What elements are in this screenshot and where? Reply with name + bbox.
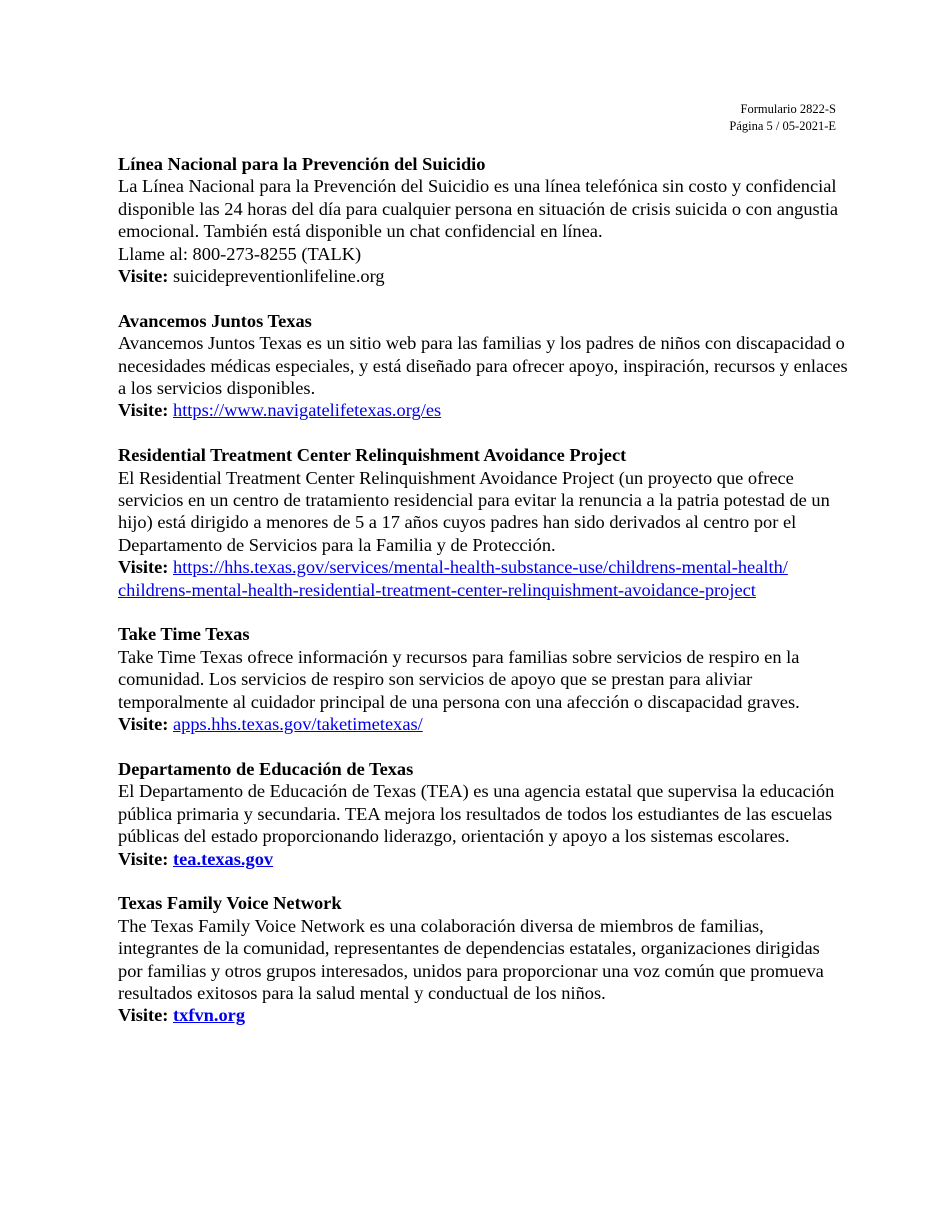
visit-url-text: suicidepreventionlifeline.org	[173, 266, 385, 287]
section-title: Residential Treatment Center Relinquishment Avoidance Project	[118, 445, 627, 466]
visit-label: Visite:	[118, 400, 169, 421]
visit-label: Visite:	[118, 557, 169, 578]
hhs-rtc-link-part1[interactable]: https://hhs.texas.gov/services/mental-health-substance-use/childrens-mental-health/	[173, 557, 788, 578]
section-body: El Residential Treatment Center Relinquishment Avoidance Project (un proyecto que ofrece servicios en un centro de tratamiento residencial para evitar la renuncia a la patria potestad de un hijo) está dirigido a menores de 5 a 17 años cuyos padres han sido derivados al centro por el Departamento de Servicios para la Familia y de Protección.	[118, 467, 830, 555]
form-header	[729, 101, 836, 135]
visit-line	[118, 713, 848, 735]
call-line: Llame al: 800-273-8255 (TALK)	[118, 243, 362, 264]
tea-link[interactable]: tea.texas.gov	[173, 848, 274, 869]
section-title: Línea Nacional para la Prevención del Suicidio	[118, 154, 486, 174]
section-suicide-prevention-lifeline	[118, 153, 848, 287]
section-title: Texas Family Voice Network	[118, 893, 342, 914]
section-avancemos-juntos-texas	[118, 310, 848, 422]
visit-label: Visite:	[118, 1005, 169, 1026]
section-body: Avancemos Juntos Texas es un sitio web para las familias y los padres de niños con discapacidad o necesidades médicas especiales, y está diseñado para ofrecer apoyo, inspiración, recursos y enlaces a los servicios disponibles.	[118, 333, 848, 399]
document-content	[118, 153, 848, 1049]
visit-line	[118, 848, 848, 870]
section-texas-education-agency	[118, 758, 848, 870]
txfvn-link[interactable]: txfvn.org	[173, 1005, 246, 1026]
section-body: El Departamento de Educación de Texas (TEA) es una agencia estatal que supervisa la educación pública primaria y secundaria. TEA mejora los resultados de todos los estudiantes de las escuelas públicas del estado proporcionando liderazgo, orientación y apoyo a los sistemas escolares.	[118, 781, 835, 847]
visit-label: Visite:	[118, 714, 169, 735]
section-texas-family-voice-network	[118, 892, 848, 1026]
section-rtc-relinquishment-avoidance	[118, 444, 848, 601]
section-body: La Línea Nacional para la Prevención del Suicidio es una línea telefónica sin costo y confidencial disponible las 24 horas del día para cualquier persona en situación de crisis suicida o con angustia emocional. También está disponible un chat confidencial en línea.	[118, 176, 839, 242]
visit-line	[118, 1004, 848, 1026]
visit-label: Visite:	[118, 848, 169, 869]
section-take-time-texas	[118, 623, 848, 735]
form-number: Formulario 2822-S	[740, 102, 836, 116]
visit-line	[118, 399, 848, 421]
section-body: The Texas Family Voice Network es una colaboración diversa de miembros de familias, integrantes de la comunidad, representantes de dependencias estatales, organizaciones dirigidas por familias y otros grupos interesados, unidos para proporcionar una voz común que promueva resultados exitosos para la salud mental y conductual de los niños.	[118, 915, 824, 1003]
section-title: Avancemos Juntos Texas	[118, 310, 312, 331]
page-info: Página 5 / 05-2021-E	[729, 119, 836, 133]
visit-label: Visite:	[118, 266, 169, 287]
section-title: Departamento de Educación de Texas	[118, 758, 414, 779]
section-title: Take Time Texas	[118, 624, 250, 645]
hhs-rtc-link-part2[interactable]: childrens-mental-health-residential-treatment-center-relinquishment-avoidance-project	[118, 579, 756, 600]
visit-line	[118, 265, 848, 287]
visit-line	[118, 556, 848, 601]
section-body: Take Time Texas ofrece información y recursos para familias sobre servicios de respiro en la comunidad. Los servicios de respiro son servicios de apoyo que se prestan para aliviar temporalmente al cuidador principal de una persona con una afección o discapacidad graves.	[118, 646, 800, 712]
navigatelifetexas-link[interactable]: https://www.navigatelifetexas.org/es	[173, 400, 442, 421]
taketimetexas-link[interactable]: apps.hhs.texas.gov/taketimetexas/	[173, 714, 423, 735]
